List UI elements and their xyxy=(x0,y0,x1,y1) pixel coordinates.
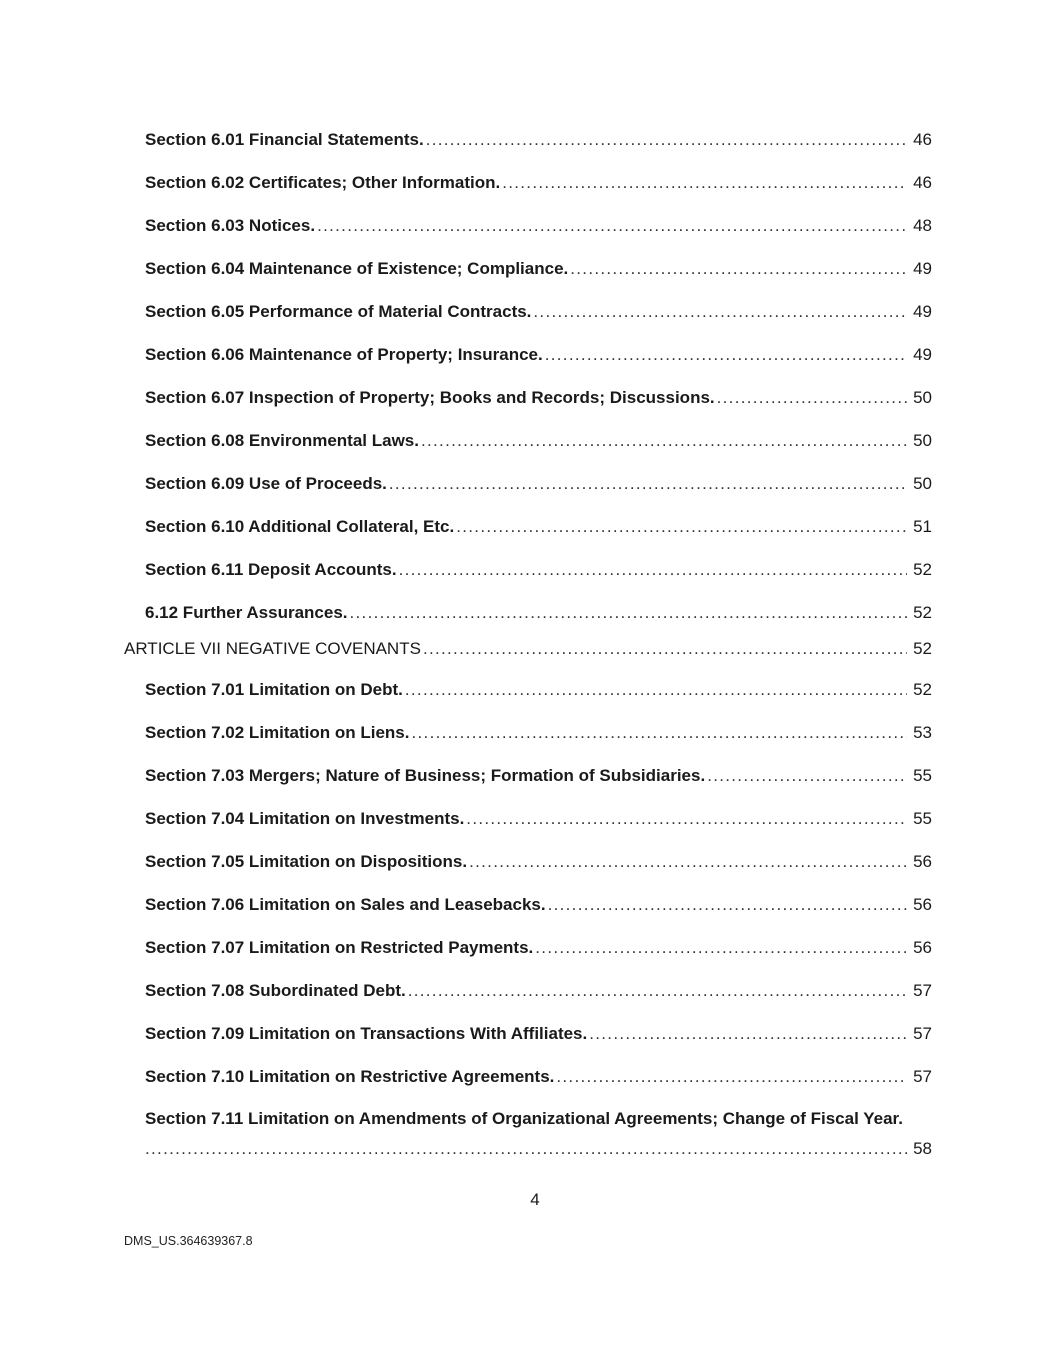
dot-leader xyxy=(548,894,907,916)
toc-entry[interactable] xyxy=(124,290,932,333)
toc-entry-page: 57 xyxy=(913,1023,932,1043)
toc-entry[interactable] xyxy=(124,926,932,969)
toc-entry-page: 52 xyxy=(913,559,932,579)
toc-entry-title: Section 6.03 Notices. xyxy=(145,215,316,235)
toc-entry[interactable] xyxy=(124,419,932,462)
toc-entry-page: 55 xyxy=(913,808,932,828)
toc-entry-page: 49 xyxy=(913,258,932,278)
toc-entry-page: 57 xyxy=(913,980,932,1000)
toc-entry[interactable] xyxy=(124,333,932,376)
dot-leader xyxy=(317,215,907,237)
toc-entry-title: Section 6.11 Deposit Accounts. xyxy=(145,559,397,579)
toc-entry-page: 46 xyxy=(913,129,932,149)
toc-entry[interactable] xyxy=(124,247,932,290)
toc-entry-page: 50 xyxy=(913,473,932,493)
toc-entry-page: 49 xyxy=(913,344,932,364)
toc-entry-page: 48 xyxy=(913,215,932,235)
dot-leader xyxy=(466,808,907,830)
dot-leader xyxy=(408,980,907,1002)
toc-entry[interactable] xyxy=(124,797,932,840)
toc-entry-page: 51 xyxy=(913,516,932,536)
dot-leader xyxy=(707,765,907,787)
toc-entry-title: Section 6.05 Performance of Material Contracts. xyxy=(145,301,532,321)
toc-entry[interactable] xyxy=(124,376,932,419)
toc-entry-title: Section 7.10 Limitation on Restrictive Agreements. xyxy=(145,1066,555,1086)
dot-leader xyxy=(589,1023,907,1045)
toc-entry-page: 46 xyxy=(913,172,932,192)
toc-entry-page: 53 xyxy=(913,722,932,742)
dot-leader xyxy=(399,559,907,581)
toc-entry[interactable] xyxy=(124,754,932,797)
toc-entry-title: Section 6.09 Use of Proceeds. xyxy=(145,473,387,493)
toc-entry-title: Section 7.04 Limitation on Investments. xyxy=(145,808,465,828)
toc-entry-title: Section 7.01 Limitation on Debt. xyxy=(145,679,403,699)
toc-entry-page: 56 xyxy=(913,937,932,957)
toc-entry[interactable] xyxy=(124,969,932,1012)
toc-entry-page: 52 xyxy=(913,639,932,658)
toc-entry[interactable] xyxy=(124,548,932,591)
toc-entry[interactable] xyxy=(124,840,932,883)
dot-leader xyxy=(570,258,907,280)
toc-entry[interactable] xyxy=(124,1055,932,1098)
toc-entry-page: 52 xyxy=(913,679,932,699)
toc-entry-title: Section 6.02 Certificates; Other Information. xyxy=(145,172,501,192)
toc-entry-title: Section 6.06 Maintenance of Property; Insurance. xyxy=(145,344,543,364)
toc-entry-title: Section 7.05 Limitation on Dispositions. xyxy=(145,851,468,871)
toc-entry-title: Section 6.08 Environmental Laws. xyxy=(145,430,419,450)
toc-entry[interactable] xyxy=(124,505,932,548)
toc-entry-page: 50 xyxy=(913,430,932,450)
dot-leader xyxy=(502,172,907,194)
toc-entry-title: Section 7.02 Limitation on Liens. xyxy=(145,722,410,742)
dot-leader xyxy=(469,851,907,873)
dot-leader xyxy=(456,516,907,538)
toc-entry-page: 50 xyxy=(913,387,932,407)
toc-entry-title: Section 6.01 Financial Statements. xyxy=(145,129,424,149)
toc-entry-title: Section 7.03 Mergers; Nature of Business; Formation of Subsidiaries. xyxy=(145,765,706,785)
dot-leader xyxy=(545,344,907,366)
page-number: 4 xyxy=(530,1190,540,1209)
dot-leader xyxy=(423,638,907,660)
dot-leader xyxy=(533,301,907,323)
dot-leader xyxy=(389,473,907,495)
toc-entry[interactable] xyxy=(124,883,932,926)
toc-entry[interactable] xyxy=(124,591,932,634)
table-of-contents xyxy=(124,118,932,1160)
toc-entry-title: Section 6.10 Additional Collateral, Etc. xyxy=(145,516,455,536)
dot-leader xyxy=(412,722,908,744)
toc-entry-wrapped[interactable] xyxy=(124,1098,932,1160)
dot-leader xyxy=(145,1138,907,1160)
toc-entry-page: 55 xyxy=(913,765,932,785)
toc-entry[interactable] xyxy=(124,118,932,161)
toc-entry-page: 57 xyxy=(913,1066,932,1086)
toc-entry[interactable] xyxy=(124,668,932,711)
toc-entry-title: Section 6.07 Inspection of Property; Books and Records; Discussions. xyxy=(145,387,715,407)
toc-entry-title: 6.12 Further Assurances. xyxy=(145,602,348,622)
toc-entry-title: Section 7.08 Subordinated Debt. xyxy=(145,980,406,1000)
toc-entry-page: 58 xyxy=(913,1139,932,1158)
toc-article-heading[interactable] xyxy=(124,630,932,668)
toc-entry-page: 56 xyxy=(913,894,932,914)
toc-entry-title: Section 7.07 Limitation on Restricted Payments. xyxy=(145,937,534,957)
dot-leader xyxy=(405,679,907,701)
toc-entry-leader-line xyxy=(145,1138,932,1160)
toc-entry-title: Section 7.09 Limitation on Transactions With Affiliates. xyxy=(145,1023,588,1043)
toc-entry-page: 49 xyxy=(913,301,932,321)
dot-leader xyxy=(535,937,907,959)
toc-entry-page: 52 xyxy=(913,602,932,622)
toc-entry[interactable] xyxy=(124,1012,932,1055)
toc-entry[interactable] xyxy=(124,711,932,754)
toc-entry[interactable] xyxy=(124,462,932,505)
toc-entry-title: Section 7.06 Limitation on Sales and Leasebacks. xyxy=(145,894,546,914)
toc-entry-title: Section 7.11 Limitation on Amendments of Organizational Agreements; Change of Fiscal Year. xyxy=(145,1109,903,1128)
toc-entry-page: 56 xyxy=(913,851,932,871)
toc-entry[interactable] xyxy=(124,161,932,204)
toc-entry-title: ARTICLE VII NEGATIVE COVENANTS xyxy=(124,639,421,658)
document-id: DMS_US.364639367.8 xyxy=(124,1234,253,1248)
dot-leader xyxy=(426,129,907,151)
dot-leader xyxy=(556,1066,907,1088)
dot-leader xyxy=(350,602,907,624)
dot-leader xyxy=(421,430,907,452)
toc-entry-title: Section 6.04 Maintenance of Existence; Compliance. xyxy=(145,258,569,278)
dot-leader xyxy=(717,387,907,409)
toc-entry[interactable] xyxy=(124,204,932,247)
